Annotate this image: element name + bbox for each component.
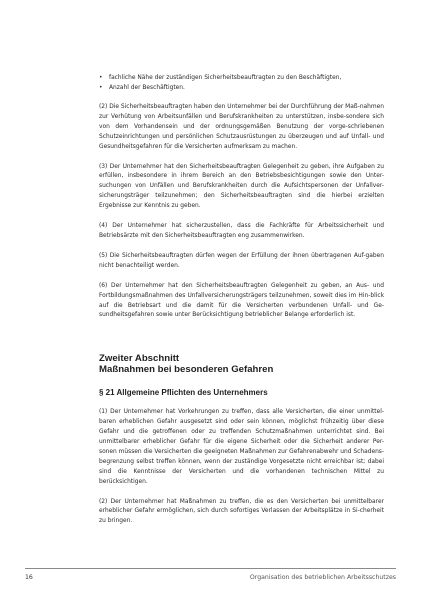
paragraph-21-2: (2) Der Unternehmer hat Maßnahmen zu treffen, die es den Versicherten bei unmittelbarer erheblicher Gefahr ermöglichen, sich durch sofortiges Verlassen der Arbeitsplätze in Si-cherheit zu bringen.	[99, 498, 384, 525]
paragraph-21-1: (1) Der Unternehmer hat Vorkehrungen zu treffen, dass alle Versicherten, die einer unmittel-baren erheblichen Gefahr ausgesetzt sind oder sein können, möglichst frühzeitig über diese Gefahr und die getroffenen oder zu treffenden Schutzmaßnahmen unterrichtet sind. Bei unmittelbarer erheblicher Gefahr für die eigene Sicherheit oder die Sicherheit anderer Per-sonen müssen die Versicherten die geeigneten Maßnahmen zur Gefahrenabwehr und Schadens-begrenzung selbst treffen können, wenn der zuständige Vorgesetzte nicht erreichbar ist; dabei sind die Kenntnisse der Versicherten und die vorhandenen technischen Mittel zu berücksichtigen.	[99, 409, 384, 485]
footer-title: Organisation des betrieblichen Arbeitsschutzes	[249, 574, 396, 581]
paragraph-5: (5) Die Sicherheitsbeauftragten dürfen wegen der Erfüllung der ihnen übertragenen Auf-gaben nicht benachteiligt werden.	[99, 252, 384, 269]
footer-divider	[25, 568, 396, 569]
page-number: 16	[25, 574, 33, 581]
section-heading-line2: Maßnahmen bei besonderen Gefahren	[99, 364, 274, 376]
list-item: • Anzahl der Beschäftigten.	[99, 83, 384, 93]
subsection-heading: § 21 Allgemeine Pflichten des Unternehmers	[99, 388, 268, 398]
section-heading-line1: Zweiter Abschnitt	[99, 353, 180, 365]
paragraph-6: (6) Der Unternehmer hat den Sicherheitsbeauftragten Gelegenheit zu geben, an Aus- und Fortbildungsmaßnahmen des Unfallversicherungsträgers teilzunehmen, soweit dies im Hin-blick auf die Betriebsart und die damit für die Versicherten verbundenen Unfall- und Ge-sundheitsgefahren sowie unter Berücksichtigung betrieblicher Belange erforderlich ist.	[99, 282, 384, 319]
bullet-list	[99, 73, 384, 93]
paragraph-3: (3) Der Unternehmer hat den Sicherheitsbeauftragten Gelegenheit zu geben, ihre Aufgaben zu erfüllen, insbesondere in ihrem Bereich an den Betriebsbesichtigungen sowie den Unter-suchungen von Unfällen und Berufskrankheiten durch die Aufsichtspersonen der Unfallver-sicherungsträger teilzunehmen; den Sicherheitsbeauftragten sind die hierbei erzielten Ergebnisse zur Kenntnis zu geben.	[99, 163, 384, 210]
paragraph-2: (2) Die Sicherheitsbeauftragten haben den Unternehmer bei der Durchführung der Maß-nahmen zur Verhütung von Arbeitsunfällen und Berufskrankheiten zu unterstützen, insbe-sondere sich von dem Vorhandensein und der ordnungsgemäßen Benutzung der vorge-schriebenen Schutzeinrichtungen und persönlichen Schutzausrüstungen zu überzeugen und auf Unfall- und Gesundheitsgefahren für die Versicherten aufmerksam zu machen.	[99, 104, 384, 150]
list-item: • fachliche Nähe der zuständigen Sicherheitsbeauftragten zu den Beschäftigten,	[99, 73, 384, 83]
paragraph-4: (4) Der Unternehmer hat sicherzustellen, dass die Fachkräfte für Arbeitssicherheit und Betriebsärzte mit den Sicherheitsbeauftragten eng zusammenwirken.	[99, 223, 384, 239]
page-content	[99, 62, 384, 537]
